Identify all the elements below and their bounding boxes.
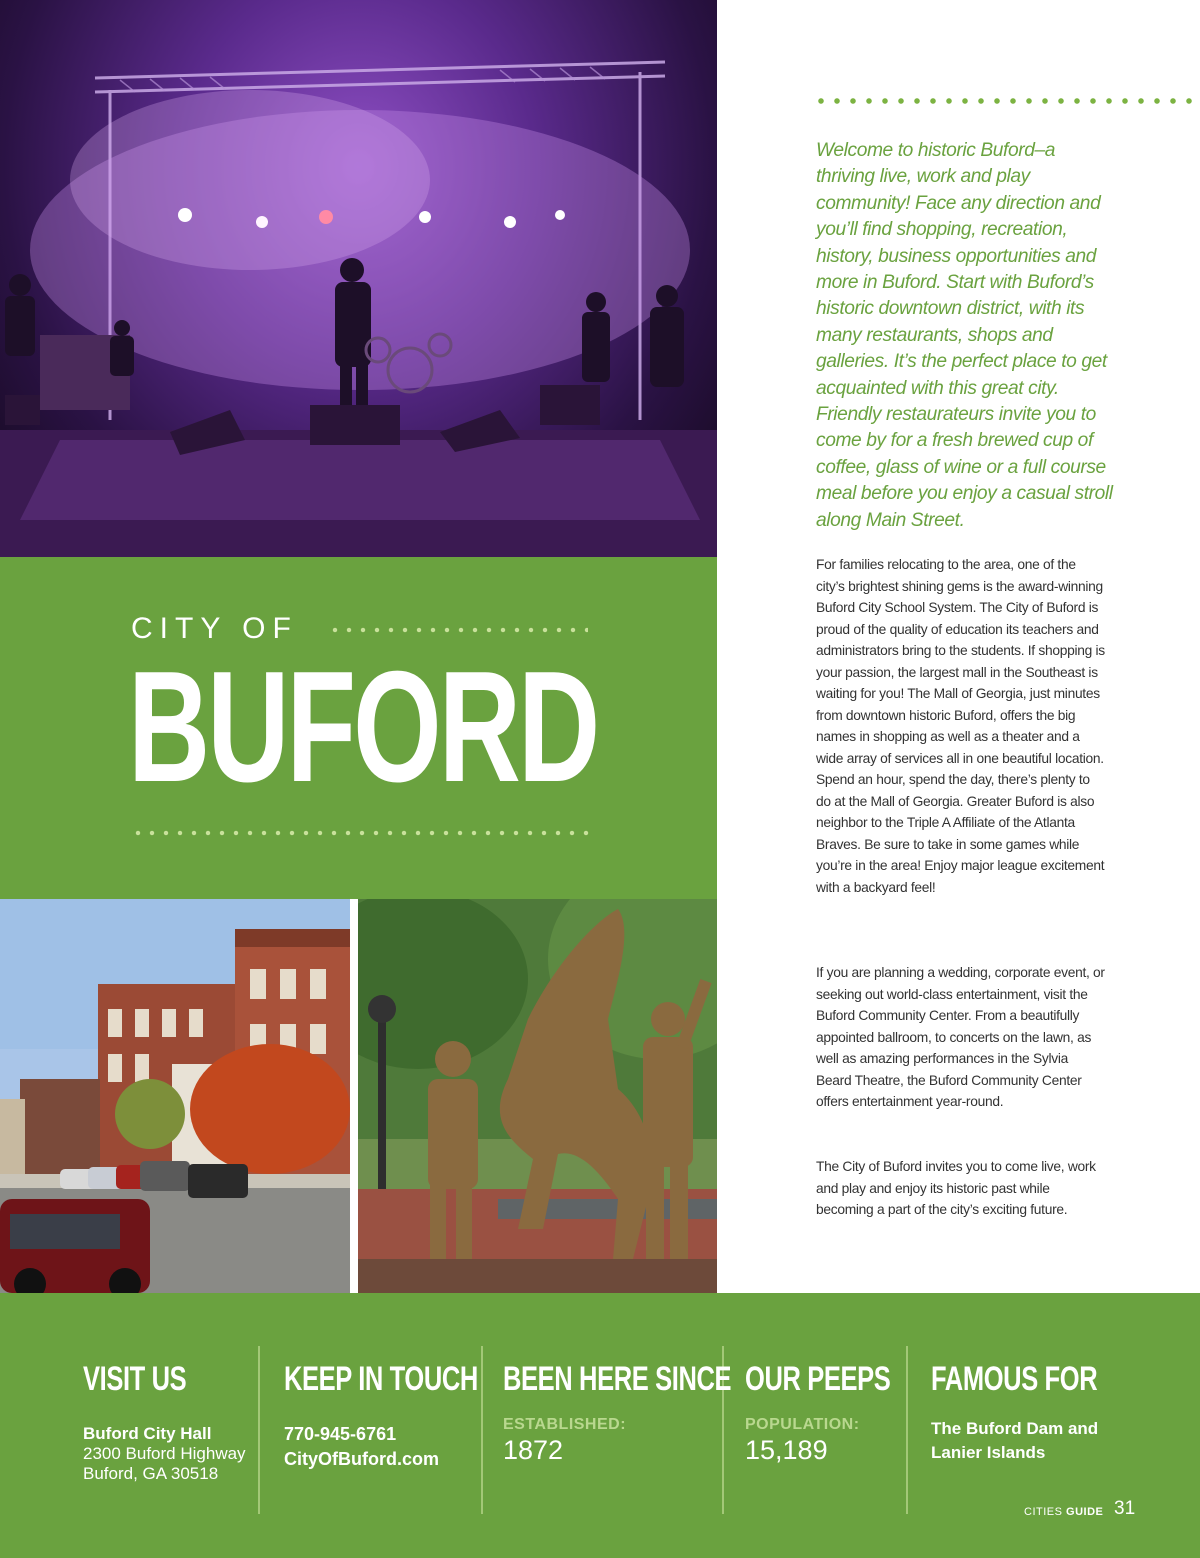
famous-line-2: Lanier Islands <box>931 1443 1046 1462</box>
street-photo <box>0 899 350 1293</box>
footer-divider <box>906 1346 908 1514</box>
phone-number[interactable]: 770-945-6761 <box>284 1424 397 1444</box>
city-hall-name: Buford City Hall <box>83 1424 212 1443</box>
guide-word: GUIDE <box>1066 1506 1104 1518</box>
established-label: ESTABLISHED: <box>503 1416 627 1433</box>
column-dots <box>813 98 1200 104</box>
website-link[interactable]: CityOfBuford.com <box>284 1449 439 1469</box>
page-title: BUFORD <box>128 639 598 815</box>
title-dots-bottom <box>131 830 589 836</box>
famous-line-1: The Buford Dam and <box>931 1419 1099 1438</box>
body-paragraph-1: For families relocating to the area, one of the city’s brightest shining gems is the award-winning Buford City School System. The City of Buford is proud of the quality of education its teachers and administrators bring to the students. If shopping is your passion, the largest mall in the Southeast is waiting for you! The Mall of Georgia, just minutes from downtown historic Buford, offers the big names in shopping as well as a theater and a wide array of services all in one beautiful location. Spend an hour, spend the day, there’s plenty to do at the Mall of Georgia. Greater Buford is also neighbor to the Triple A Affiliate of the Atlanta Braves. Be sure to take in some games while you’re in the area! Enjoy major league excitement with a backyard feel! <box>816 557 1105 895</box>
address-city: Buford, GA 30518 <box>83 1464 219 1483</box>
title-dots-top <box>328 627 588 633</box>
body-paragraph-2: If you are planning a wedding, corporate event, or seeking out world-class entertainment, visit the Buford Community Center. From a beautifully appointed ballroom, to concerts on the lawn, as well as amazing performances in the Sylvia Beard Theatre, the Buford Community Center offers entertainment year-round. <box>816 965 1105 1109</box>
body-paragraph-3: The City of Buford invites you to come live, work and play and enjoy its historic past while becoming a part of the city’s exciting future. <box>816 1159 1096 1217</box>
famous-heading: FAMOUS FOR <box>931 1360 1098 1398</box>
page-number: 31 <box>1114 1498 1136 1519</box>
contact-heading: KEEP IN TOUCH <box>284 1360 478 1398</box>
footer-divider <box>481 1346 483 1514</box>
peeps-heading: OUR PEEPS <box>745 1360 891 1398</box>
intro-paragraph: Welcome to historic Buford–a thriving live, work and play community! Face any direction and you’ll find shopping, recreation, history, business opportunities and more in Buford. Start with Buford’s historic downtown district, with its many restaurants, shops and galleries. It’s the perfect place to get acquainted with this great city. Friendly restaurateurs invite you to come by for a fresh brewed cup of coffee, glass of wine or a full course meal before you enjoy a casual stroll along Main Street. <box>816 140 1113 531</box>
population-value: 15,189 <box>745 1435 828 1465</box>
visit-heading: VISIT US <box>83 1360 187 1398</box>
footer-divider <box>258 1346 260 1514</box>
concert-photo <box>0 0 717 557</box>
population-label: POPULATION: <box>745 1416 860 1433</box>
address-street: 2300 Buford Highway <box>83 1444 246 1463</box>
title-kicker: CITY OF <box>131 612 298 645</box>
established-value: 1872 <box>503 1435 564 1465</box>
guide-label <box>1024 1506 1103 1518</box>
statue-photo <box>358 899 717 1293</box>
guide-prefix: CITIES <box>1024 1506 1063 1518</box>
since-heading: BEEN HERE SINCE <box>503 1360 732 1398</box>
